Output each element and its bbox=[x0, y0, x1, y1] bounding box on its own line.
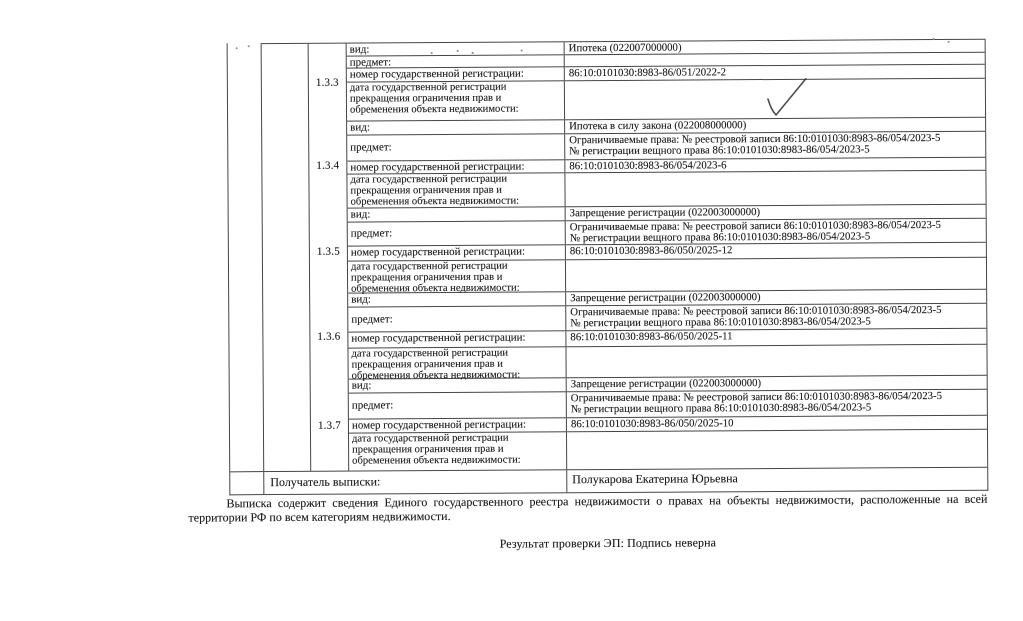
field-label: номер государственной регистрации: bbox=[348, 245, 566, 260]
field-value-line: Ограничиваемые права: № реестровой записи 86:10:0101030:8983-86/054/2023-5 bbox=[570, 389, 943, 405]
field-value bbox=[565, 171, 985, 207]
field-value-line: 86:10:0101030:8983-86/050/2025-10 bbox=[570, 417, 734, 431]
field-value-line: Ипотека в силу закона (022008000000) bbox=[569, 119, 747, 133]
field-value bbox=[566, 345, 986, 378]
scan-speck bbox=[457, 50, 459, 52]
field-value bbox=[567, 376, 987, 392]
field-value-line: 86:10:0101030:8983-86/054/2023-6 bbox=[569, 159, 727, 173]
field-value bbox=[565, 132, 985, 160]
field-label: номер государственной регистрации: bbox=[349, 418, 567, 432]
section-rows bbox=[348, 205, 987, 294]
field-label: номер государственной регистрации: bbox=[348, 331, 566, 347]
section-number: 1.3.7 bbox=[311, 380, 350, 471]
scan-speck bbox=[248, 45, 250, 47]
section-1-3-7 bbox=[311, 376, 988, 471]
field-label: дата государственной регистрации прекращения ограничения прав и обременения объекта недвижимости: bbox=[347, 173, 565, 207]
sections-container bbox=[309, 40, 988, 471]
field-label: номер государственной регистрации: bbox=[347, 67, 565, 81]
field-value-line bbox=[570, 346, 984, 349]
scan-speck bbox=[472, 52, 474, 54]
field-value-line: Запрещение регистрации (022003000000) bbox=[569, 206, 761, 220]
field-label: вид: bbox=[348, 207, 566, 221]
field-label: дата государственной регистрации прекращения ограничения прав и обременения объекта недвижимости: bbox=[349, 432, 567, 470]
field-value bbox=[567, 430, 987, 470]
field-value bbox=[566, 258, 986, 292]
field-value bbox=[566, 243, 986, 260]
section-1-3-5 bbox=[310, 205, 987, 294]
section-rows bbox=[348, 290, 987, 380]
field-value-line: № регистрации вещного права 86:10:0101030:8983-86/054/2023-5 bbox=[570, 315, 871, 330]
scan-speck bbox=[933, 38, 935, 40]
section-number: 1.3.3 bbox=[309, 44, 347, 122]
field-label: вид: bbox=[347, 42, 565, 55]
handwritten-checkmark-icon bbox=[757, 71, 813, 123]
field-label: предмет: bbox=[349, 392, 567, 418]
footer-note bbox=[188, 492, 987, 525]
field-value-line: 86:10:0101030:8983-86/051/2022-2 bbox=[568, 66, 726, 80]
field-row bbox=[348, 304, 986, 333]
field-value-line: Запрещение регистрации (022003000000) bbox=[570, 291, 761, 305]
field-value-line bbox=[571, 431, 985, 434]
field-label: дата государственной регистрации прекращения ограничения прав и обременения объекта недвижимости: bbox=[348, 347, 566, 378]
table-top-region bbox=[228, 39, 988, 472]
table-body bbox=[262, 39, 988, 471]
empty-second-column bbox=[262, 44, 312, 471]
field-label: предмет: bbox=[347, 134, 565, 160]
field-value-line: Ипотека (022007000000) bbox=[568, 41, 682, 55]
recipient-row-spacer bbox=[230, 472, 264, 494]
field-row bbox=[349, 430, 987, 471]
field-row bbox=[347, 79, 985, 122]
field-value-line: № регистрации вещного права 86:10:0101030:8983-86/054/2023-5 bbox=[569, 230, 871, 245]
field-label: дата государственной регистрации прекращения ограничения прав и обременения объекта недвижимости: bbox=[347, 81, 565, 120]
field-row bbox=[347, 132, 985, 162]
field-row bbox=[348, 258, 986, 294]
field-value bbox=[565, 158, 985, 173]
field-value bbox=[567, 390, 987, 418]
field-value bbox=[566, 304, 986, 331]
field-value bbox=[566, 290, 986, 306]
field-value-line: Ограничиваемые права: № реестровой записи 86:10:0101030:8983-86/054/2023-5 bbox=[569, 218, 941, 234]
section-rows bbox=[347, 118, 986, 209]
signature-check-result: Результат проверки ЭП: Подпись неверна bbox=[499, 535, 717, 551]
section-1-3-3 bbox=[309, 40, 985, 122]
field-label: вид: bbox=[347, 120, 565, 134]
section-1-3-4 bbox=[309, 118, 986, 209]
footer-note-line2: территории РФ по всем категориям недвижимости. bbox=[188, 508, 451, 525]
field-label: дата государственной регистрации прекращения ограничения прав и обременения объекта недвижимости: bbox=[348, 260, 566, 292]
field-value-line: 86:10:0101030:8983-86/050/2025-12 bbox=[569, 244, 733, 258]
section-number: 1.3.6 bbox=[310, 294, 349, 380]
field-value-line: Ограничиваемые права: № реестровой записи 86:10:0101030:8983-86/054/2023-5 bbox=[569, 131, 941, 147]
field-label: вид: bbox=[349, 378, 567, 392]
field-label: предмет: bbox=[347, 55, 565, 67]
section-number: 1.3.5 bbox=[310, 209, 349, 294]
field-row bbox=[347, 171, 985, 209]
field-label: предмет: bbox=[348, 221, 566, 245]
restrictions-table bbox=[227, 39, 989, 496]
section-rows bbox=[347, 40, 985, 122]
field-value-line: № регистрации вещного права 86:10:0101030:8983-86/054/2023-5 bbox=[569, 143, 870, 158]
field-value bbox=[565, 40, 985, 55]
scan-speck bbox=[431, 52, 433, 54]
field-row bbox=[348, 345, 986, 380]
section-1-3-6 bbox=[310, 290, 987, 380]
field-value bbox=[567, 416, 987, 432]
recipient-label: Получатель выписки: bbox=[264, 470, 567, 494]
scan-speck bbox=[948, 41, 950, 43]
field-row bbox=[349, 390, 987, 420]
footer-note-line1: Выписка содержит сведения Единого государственного реестра недвижимости о правах на объекты недвижимости, расположенные на всей bbox=[226, 491, 988, 511]
section-rows bbox=[349, 376, 988, 471]
field-value bbox=[566, 329, 986, 347]
field-label: предмет: bbox=[348, 306, 566, 331]
field-value-line: № регистрации вещного права 86:10:0101030:8983-86/054/2023-5 bbox=[570, 401, 872, 416]
field-label: вид: bbox=[348, 292, 566, 306]
section-number: 1.3.4 bbox=[309, 122, 348, 209]
field-value bbox=[566, 205, 986, 221]
empty-left-column bbox=[228, 43, 265, 471]
field-value-line: 86:10:0101030:8983-86/050/2025-11 bbox=[570, 330, 733, 344]
scan-speck bbox=[521, 50, 523, 52]
field-value-line bbox=[570, 259, 984, 262]
field-value-line bbox=[569, 172, 983, 175]
recipient-value: Полукарова Екатерина Юрьевна bbox=[572, 471, 738, 487]
field-value bbox=[566, 219, 986, 245]
field-value-line: Ограничиваемые права: № реестровой записи 86:10:0101030:8983-86/054/2023-5 bbox=[570, 303, 942, 319]
field-value-line: Запрещение регистрации (022003000000) bbox=[570, 377, 762, 391]
scan-speck bbox=[236, 47, 238, 49]
field-label: номер государственной регистрации: bbox=[347, 160, 565, 173]
recipient-row bbox=[230, 467, 987, 495]
